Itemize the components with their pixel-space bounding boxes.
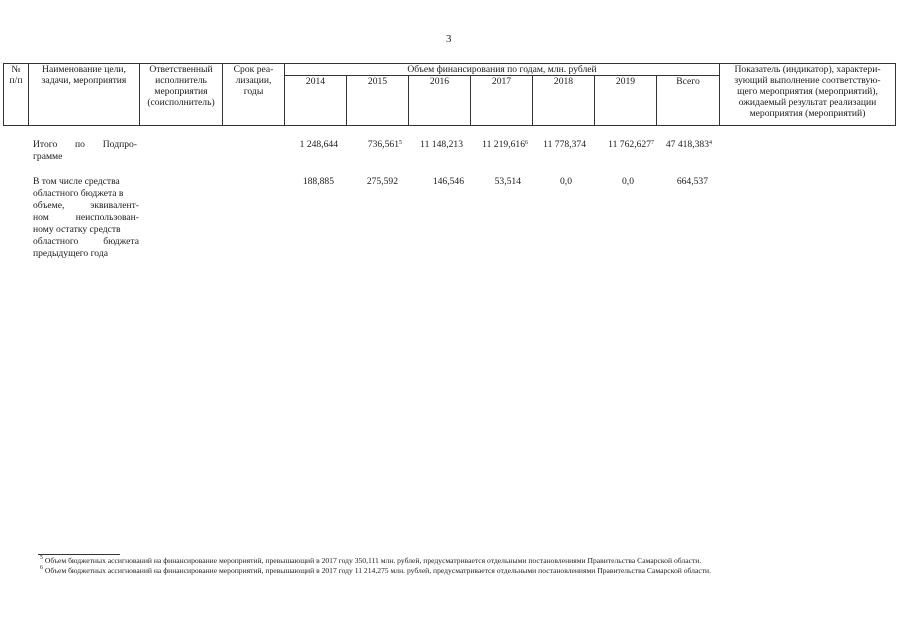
header-year-2015: 2015 xyxy=(347,76,409,126)
header-financing: Объем финансирования по годам, млн. рублей xyxy=(285,64,720,76)
row-label-regional: В том числе средства областного бюджета в объеме, эквивалент- ном неиспользован- ному остатку средств областного бюджета предыдущего года xyxy=(33,176,139,259)
header-responsible: Ответственный исполнитель мероприятия (соисполнитель) xyxy=(140,64,223,126)
regional-value-2019: 0,0 xyxy=(622,176,634,187)
total-value-all: 47 418,383$^4$ xyxy=(665,139,712,150)
footnote-6: $^6$ Объем бюджетных ассигнований на финансирование мероприятий, превышающий в 2017 году 11 214,275 млн. рублей, предусматривается отдельными постановлениями Правительства Самарской области. xyxy=(40,565,711,575)
regional-value-2018: 0,0 xyxy=(560,176,572,187)
row-label-total: Итого по Подпро- грамме xyxy=(33,139,137,162)
total-value-2019: 11 762,627$^7$ xyxy=(608,139,654,150)
total-value-2014: 1 248,644 xyxy=(299,139,338,150)
header-year-2014: 2014 xyxy=(285,76,347,126)
regional-value-2016: 146,546 xyxy=(432,176,464,187)
header-num: № п/п xyxy=(4,64,29,126)
header-year-2019: 2019 xyxy=(595,76,657,126)
header-year-2016: 2016 xyxy=(409,76,471,126)
footnote-separator xyxy=(38,554,120,555)
footnote-5: $^5$ Объем бюджетных ассигнований на финансирование мероприятий, превышающий в 2017 году 350,111 млн. рублей, предусматривается отдельными постановлениями Правительства Самарской области. xyxy=(40,555,702,565)
regional-value-2017: 53,514 xyxy=(494,176,521,187)
header-indicator: Показатель (индикатор), характери- зующий выполнение соответствую- щего мероприятия (мероприятий), ожидаемый результат реализации мероприятия (мероприятий) xyxy=(720,64,896,126)
page-number: 3 xyxy=(446,33,452,45)
total-value-2016: 11 148,213 xyxy=(420,139,463,150)
total-value-2017: 11 219,616$^6$ xyxy=(482,139,528,150)
header-total: Всего xyxy=(657,76,720,126)
regional-value-2014: 188,885 xyxy=(302,176,334,187)
header-name: Наименование цели, задачи, мероприятия xyxy=(29,64,140,126)
regional-value-all: 664,537 xyxy=(676,176,708,187)
header-term: Срок реа- лизации, годы xyxy=(223,64,285,126)
total-value-2018: 11 778,374 xyxy=(543,139,586,150)
regional-value-2015: 275,592 xyxy=(366,176,398,187)
total-value-2015: 736,561$^5$ xyxy=(367,139,402,150)
header-year-2017: 2017 xyxy=(471,76,533,126)
header-year-2018: 2018 xyxy=(533,76,595,126)
